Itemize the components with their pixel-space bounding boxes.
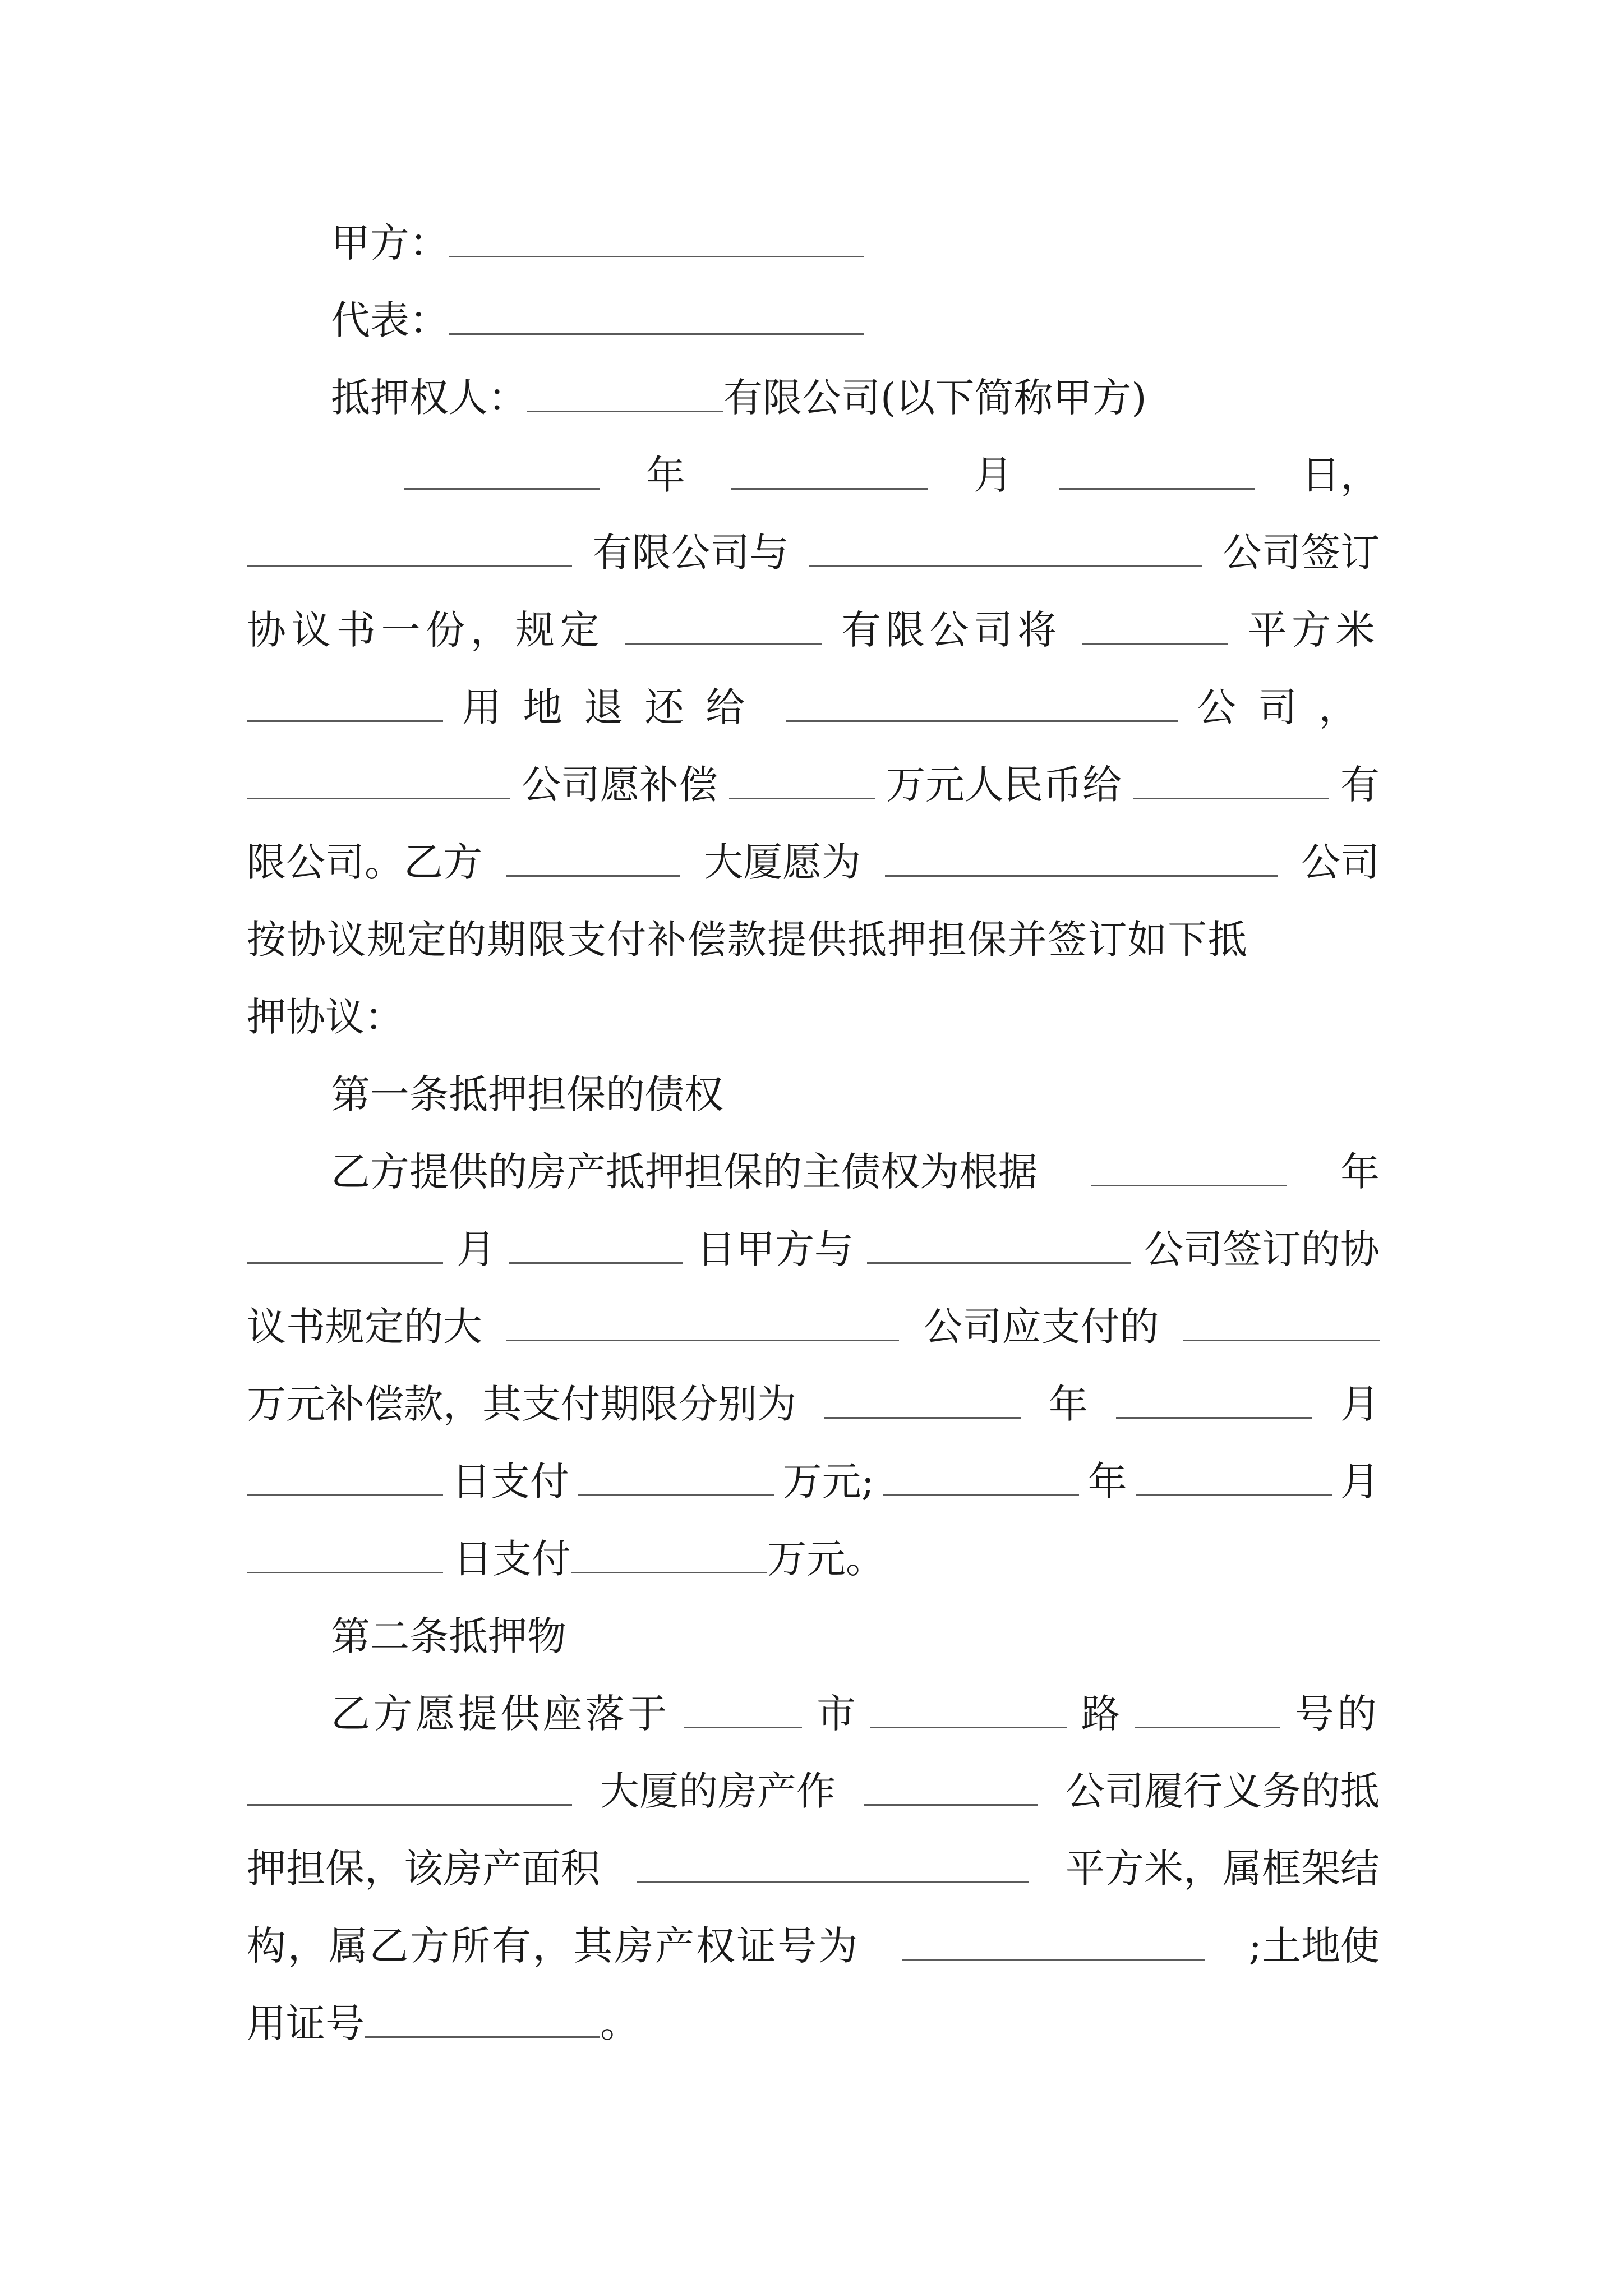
text-15a: 议书规定的大 bbox=[247, 1304, 482, 1350]
text-23a: 构，属乙方所有，其房产权证号为 bbox=[247, 1923, 859, 1969]
text-9c: 公司 bbox=[1301, 839, 1380, 885]
text-16a: 万元补偿款，其支付期限分别为 bbox=[247, 1381, 796, 1427]
party-a-blank bbox=[449, 219, 864, 257]
text-9b: 大厦愿为 bbox=[704, 839, 861, 885]
text-13b: 年 bbox=[1340, 1149, 1380, 1195]
text-20a: 乙方愿提供座落于 bbox=[331, 1691, 670, 1737]
mortgagee-label: 抵押权人： bbox=[331, 375, 527, 421]
land-cert-blank bbox=[365, 1999, 600, 2038]
body-line-15 bbox=[247, 1288, 1380, 1365]
text-16c: 月 bbox=[1340, 1381, 1380, 1427]
representative-label: 代表： bbox=[331, 297, 449, 343]
text-10: 按协议规定的期限支付补偿款提供抵押担保并签订如下抵 bbox=[247, 917, 1248, 963]
road-blank bbox=[870, 1690, 1067, 1728]
representative-blank bbox=[449, 296, 864, 335]
text-5b: 公司签订 bbox=[1222, 530, 1380, 576]
year-blank bbox=[404, 451, 600, 490]
body-line-18 bbox=[247, 1520, 1380, 1598]
text-20c: 路 bbox=[1081, 1691, 1121, 1737]
text-16b: 年 bbox=[1049, 1381, 1088, 1427]
text-20d: 号的 bbox=[1294, 1691, 1380, 1737]
text-11: 押协议： bbox=[247, 994, 404, 1040]
body-line-21 bbox=[247, 1752, 1380, 1830]
text-18b: 万元。 bbox=[767, 1536, 885, 1582]
company-blank-1 bbox=[247, 528, 572, 567]
body-line-7 bbox=[247, 669, 1380, 746]
body-line-6 bbox=[247, 591, 1380, 669]
amount-blank-3 bbox=[578, 1457, 774, 1496]
month-blank-4 bbox=[1136, 1457, 1332, 1496]
amount-blank-4 bbox=[571, 1535, 767, 1573]
land-blank bbox=[247, 683, 443, 722]
text-8b: 万元人民币给 bbox=[886, 762, 1122, 808]
company-blank-6 bbox=[1133, 761, 1329, 799]
text-17d: 月 bbox=[1340, 1458, 1380, 1504]
text-17a: 日支付 bbox=[451, 1458, 570, 1504]
article-2-heading bbox=[247, 1598, 1380, 1675]
text-8c: 有 bbox=[1340, 762, 1380, 808]
month-label: 月 bbox=[974, 452, 1013, 498]
body-line-9 bbox=[247, 823, 1380, 901]
year-blank-2 bbox=[1091, 1148, 1287, 1186]
company-blank-4 bbox=[786, 683, 1178, 722]
area-blank-1 bbox=[1082, 606, 1228, 645]
text-7b: 公司， bbox=[1197, 684, 1380, 730]
property-cert-blank bbox=[902, 1922, 1205, 1961]
party-a-line bbox=[247, 204, 1380, 282]
company-blank-5 bbox=[247, 761, 510, 799]
day-label: 日， bbox=[1301, 452, 1380, 498]
representative-line bbox=[247, 282, 1380, 359]
text-24b: 。 bbox=[600, 2000, 639, 2046]
text-21b: 公司履行义务的抵 bbox=[1066, 1768, 1380, 1814]
text-15b: 公司应支付的 bbox=[923, 1304, 1159, 1350]
day-blank-3 bbox=[247, 1457, 443, 1496]
body-line-8 bbox=[247, 746, 1380, 823]
company-blank-8 bbox=[867, 1225, 1131, 1264]
area-blank-2 bbox=[637, 1844, 1029, 1883]
text-7a: 用地退还给 bbox=[462, 684, 767, 730]
body-line-20 bbox=[247, 1675, 1380, 1752]
text-6a: 协议书一份，规定 bbox=[247, 607, 605, 653]
company-blank-9 bbox=[506, 1303, 899, 1341]
day-blank bbox=[1059, 451, 1255, 490]
building-blank-1 bbox=[506, 838, 680, 877]
text-6b: 有限公司将 bbox=[841, 607, 1062, 653]
article-1-title: 第一条抵押担保的债权 bbox=[331, 1071, 723, 1117]
text-8a: 公司愿补偿 bbox=[522, 762, 718, 808]
body-line-13 bbox=[247, 1133, 1380, 1211]
text-23b: ;土地使 bbox=[1248, 1923, 1380, 1969]
text-5a: 有限公司与 bbox=[592, 530, 789, 576]
month-blank-2 bbox=[247, 1225, 443, 1264]
text-17c: 年 bbox=[1087, 1458, 1127, 1504]
company-blank-7 bbox=[885, 838, 1278, 877]
mortgagee-blank bbox=[527, 374, 723, 412]
text-14a: 月 bbox=[457, 1226, 496, 1272]
amount-blank-2 bbox=[1183, 1303, 1380, 1341]
article-1-heading bbox=[247, 1056, 1380, 1133]
year-blank-3 bbox=[824, 1380, 1021, 1419]
text-22a: 押担保，该房产面积 bbox=[247, 1846, 600, 1892]
date-line bbox=[247, 436, 1380, 514]
text-22b: 平方米，属框架结 bbox=[1066, 1846, 1380, 1892]
body-line-17 bbox=[247, 1443, 1380, 1520]
mortgagee-suffix: 有限公司(以下简称甲方) bbox=[723, 375, 1147, 421]
day-blank-4 bbox=[247, 1535, 443, 1573]
body-line-11 bbox=[247, 978, 1380, 1056]
body-line-22 bbox=[247, 1830, 1380, 1907]
company-blank-10 bbox=[864, 1767, 1038, 1806]
year-label: 年 bbox=[646, 452, 685, 498]
text-14c: 公司签订的协 bbox=[1144, 1226, 1380, 1272]
party-a-label: 甲方： bbox=[331, 220, 449, 266]
body-line-16 bbox=[247, 1365, 1380, 1443]
text-13a: 乙方提供的房产抵押担保的主债权为根据 bbox=[331, 1149, 1038, 1195]
body-line-14 bbox=[247, 1211, 1380, 1288]
body-line-24 bbox=[247, 1985, 1380, 2062]
city-blank bbox=[684, 1690, 802, 1728]
mortgagee-line bbox=[247, 359, 1380, 436]
body-line-10 bbox=[247, 901, 1380, 978]
month-blank-3 bbox=[1116, 1380, 1312, 1419]
company-blank-2 bbox=[809, 528, 1202, 567]
text-24a: 用证号 bbox=[247, 2000, 365, 2046]
day-blank-2 bbox=[509, 1225, 683, 1264]
month-blank bbox=[731, 451, 928, 490]
text-18a: 日支付 bbox=[453, 1536, 571, 1582]
company-blank-3 bbox=[625, 606, 822, 645]
text-9a: 限公司。乙方 bbox=[247, 839, 482, 885]
amount-blank-1 bbox=[729, 761, 875, 799]
body-line-5 bbox=[247, 514, 1380, 591]
building-blank-2 bbox=[247, 1767, 572, 1806]
text-6c: 平方米 bbox=[1247, 607, 1380, 653]
text-17b: 万元; bbox=[782, 1458, 875, 1504]
body-line-23 bbox=[247, 1907, 1380, 1985]
number-blank bbox=[1135, 1690, 1280, 1728]
article-2-title: 第二条抵押物 bbox=[331, 1613, 566, 1659]
text-14b: 日甲方与 bbox=[697, 1226, 854, 1272]
text-21a: 大厦的房产作 bbox=[600, 1768, 836, 1814]
year-blank-4 bbox=[883, 1457, 1079, 1496]
text-20b: 市 bbox=[817, 1691, 856, 1737]
